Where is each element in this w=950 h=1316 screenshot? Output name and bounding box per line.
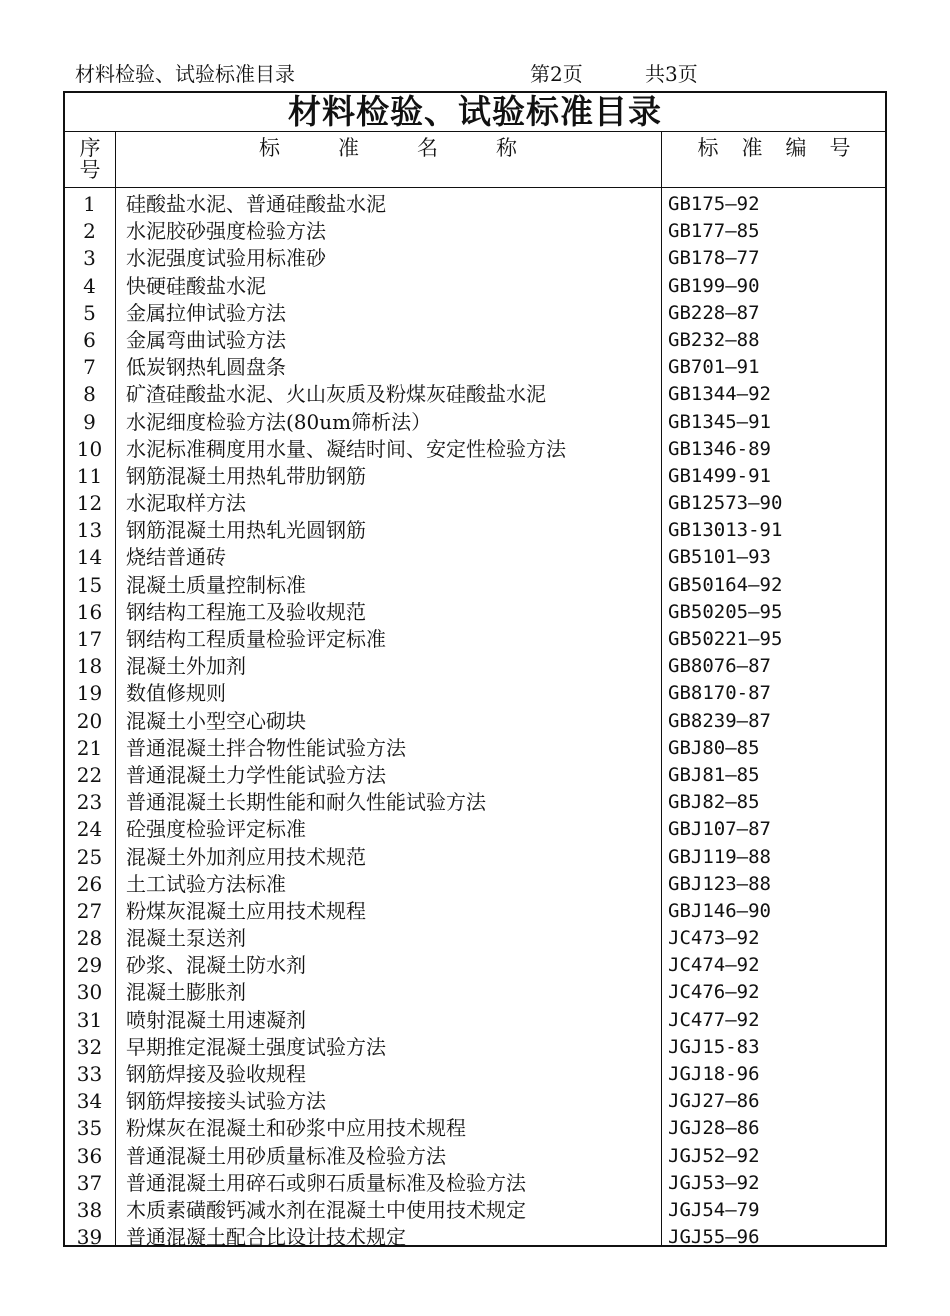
standard-name: 普通混凝土配合比设计技术规定 [126,1225,406,1249]
standard-name: 水泥强度试验用标准砂 [126,246,326,271]
standard-code: GBJ82—85 [668,791,760,814]
standard-code: GB12573—90 [668,492,783,515]
standard-code: GBJ146—90 [668,899,771,922]
row-number: 33 [76,1062,103,1086]
row-number: 4 [83,273,96,298]
table-row [65,490,885,517]
table-row [65,1143,885,1170]
table-body [65,191,885,1249]
standard-name: 快硬硅酸盐水泥 [126,273,266,298]
table-row [65,979,885,1006]
row-number: 37 [76,1170,103,1195]
standard-name: 普通混凝土力学性能试验方法 [126,762,386,787]
table-row [65,816,885,843]
standard-name: 钢筋焊接及验收规程 [126,1062,306,1086]
standard-code: JC474—92 [668,954,760,977]
standard-name: 钢结构工程施工及验收规范 [126,599,366,624]
standard-name: 混凝土外加剂 [126,654,246,679]
row-number: 31 [76,1007,103,1032]
row-number: 5 [83,300,96,325]
standard-name: 水泥标准稠度用水量、凝结时间、安定性检验方法 [126,436,566,461]
standard-name: 钢筋焊接接头试验方法 [126,1089,326,1114]
standard-code: JGJ27—86 [668,1090,760,1113]
row-number: 34 [76,1089,103,1114]
row-number: 28 [76,926,103,951]
standard-code: JC477—92 [668,1008,760,1031]
row-number: 1 [83,192,96,216]
table-row [65,191,885,218]
column-header-seq-line1: 序 [79,136,101,160]
header-divider [63,187,887,188]
standard-name: 砂浆、混凝土防水剂 [126,953,306,978]
row-number: 32 [76,1034,103,1059]
row-number: 10 [76,436,103,461]
standard-name: 水泥细度检验方法(80um筛析法） [126,409,432,434]
row-number: 20 [76,708,103,733]
standard-code: GB228—87 [668,301,760,324]
row-number: 39 [76,1225,103,1249]
standard-code: GBJ107—87 [668,818,771,841]
table-row [65,1061,885,1088]
standard-code: GB50205—95 [668,600,783,623]
standard-code: GB8170-87 [668,682,771,705]
standard-name: 水泥取样方法 [126,491,246,516]
standard-name: 金属拉伸试验方法 [126,300,286,325]
table-row [65,1115,885,1142]
row-number: 9 [83,409,96,434]
table-row [65,409,885,436]
table-row [65,245,885,272]
row-number: 16 [76,599,103,624]
standard-code: GB1346-89 [668,437,771,460]
table-row [65,381,885,408]
row-number: 38 [76,1197,103,1222]
row-number: 29 [76,953,103,978]
table-row [65,327,885,354]
standard-code: GB8076—87 [668,655,771,678]
standard-code: GB1499-91 [668,464,771,487]
page-total: 共3页 [645,62,698,86]
standard-name: 粉煤灰在混凝土和砂浆中应用技术规程 [126,1116,466,1141]
standard-code: GBJ119—88 [668,845,771,868]
table-row [65,300,885,327]
standard-name: 钢筋混凝土用热轧带肋钢筋 [126,463,366,488]
standard-code: GB13013-91 [668,519,783,542]
standard-name: 混凝土外加剂应用技术规范 [126,844,366,869]
row-number: 27 [76,898,103,923]
table-row [65,952,885,979]
standard-name: 数值修规则 [126,681,226,706]
standard-code: JGJ54—79 [668,1198,760,1221]
standard-code: JGJ55—96 [668,1226,760,1249]
standard-name: 混凝土泵送剂 [126,926,246,951]
row-number: 22 [76,762,103,787]
table-row [65,653,885,680]
standard-name: 砼强度检验评定标准 [126,817,306,842]
row-number: 36 [76,1143,103,1168]
row-number: 13 [76,518,103,543]
standard-code: JC476—92 [668,981,760,1004]
standard-name: 喷射混凝土用速凝剂 [126,1007,306,1032]
standard-code: JGJ53—92 [668,1171,760,1194]
standard-name: 早期推定混凝土强度试验方法 [126,1034,386,1059]
row-number: 3 [83,246,96,271]
row-number: 21 [76,735,103,760]
row-number: 26 [76,871,103,896]
page-number: 第2页 [530,62,583,86]
standard-name: 木质素磺酸钙减水剂在混凝土中使用技术规定 [126,1197,526,1222]
column-header-seq-line2: 号 [79,158,101,182]
row-number: 24 [76,817,103,842]
row-number: 6 [83,327,96,352]
table-row [65,1007,885,1034]
table-row [65,1088,885,1115]
table-bottom-rule [63,1245,887,1247]
standard-code: GBJ123—88 [668,872,771,895]
table-row [65,789,885,816]
table-row [65,273,885,300]
standard-code: GBJ80—85 [668,736,760,759]
standard-name: 矿渣硅酸盐水泥、火山灰质及粉煤灰硅酸盐水泥 [126,382,546,407]
table-row [65,544,885,571]
standard-code: GB199—90 [668,274,760,297]
table-row [65,354,885,381]
standard-name: 普通混凝土长期性能和耐久性能试验方法 [126,790,486,815]
row-number: 18 [76,654,103,679]
column-header-seq [66,137,114,181]
standard-name: 混凝土小型空心砌块 [126,708,306,733]
row-number: 2 [83,219,96,244]
standard-code: JGJ52—92 [668,1144,760,1167]
table-row [65,572,885,599]
row-number: 8 [83,382,96,407]
standard-name: 低炭钢热轧圆盘条 [126,355,286,380]
table-row [65,1197,885,1224]
table-row [65,925,885,952]
row-number: 23 [76,790,103,815]
table-row [65,735,885,762]
standard-code: GB178—77 [668,247,760,270]
table-row [65,844,885,871]
row-number: 25 [76,844,103,869]
row-number: 11 [76,463,103,488]
row-number: 35 [76,1116,103,1141]
standard-code: GB701—91 [668,356,760,379]
standard-name: 金属弯曲试验方法 [126,327,286,352]
standard-code: GB1345—91 [668,410,771,433]
standard-code: JC473—92 [668,927,760,950]
standard-name: 普通混凝土拌合物性能试验方法 [126,735,406,760]
standard-code: GBJ81—85 [668,763,760,786]
standard-code: GB175—92 [668,193,760,215]
table-row [65,517,885,544]
row-number: 19 [76,681,103,706]
doc-title: 材料检验、试验标准目录 [75,62,295,86]
row-number: 14 [76,545,103,570]
table-row [65,871,885,898]
standard-code: JGJ18-96 [668,1063,760,1085]
standard-code: GB50221—95 [668,628,783,650]
row-number: 7 [83,355,96,380]
standard-code: GB5101—93 [668,546,771,569]
page-header [75,60,875,88]
table-row [65,1034,885,1061]
standard-code: JGJ15-83 [668,1035,760,1058]
standard-name: 粉煤灰混凝土应用技术规程 [126,898,366,923]
row-number: 17 [76,627,103,651]
standard-name: 土工试验方法标准 [126,871,286,896]
table-row [65,762,885,789]
table-row [65,1170,885,1197]
table-row [65,898,885,925]
table-row [65,680,885,707]
standard-name: 普通混凝土用碎石或卵石质量标准及检验方法 [126,1170,526,1195]
standard-name: 钢筋混凝土用热轧光圆钢筋 [126,518,366,543]
standard-name: 混凝土质量控制标准 [126,572,306,597]
column-header-code: 标准编号 [697,136,874,160]
row-number: 12 [76,491,103,516]
standard-code: GB232—88 [668,328,760,351]
column-header-name: 标准名称 [259,136,575,160]
standard-code: GB177—85 [668,220,760,243]
standard-name: 水泥胶砂强度检验方法 [126,219,326,244]
standard-name: 钢结构工程质量检验评定标准 [126,627,386,651]
row-number: 30 [76,980,103,1005]
table-row [65,436,885,463]
standard-code: GB1344—92 [668,383,771,406]
table-row [65,463,885,490]
standard-code: GB50164—92 [668,573,783,596]
row-number: 15 [76,572,103,597]
standard-name: 混凝土膨胀剂 [126,980,246,1005]
table-title: 材料检验、试验标准目录 [288,92,662,131]
table-row [65,218,885,245]
standard-name: 普通混凝土用砂质量标准及检验方法 [126,1143,446,1168]
title-divider [63,131,887,132]
table-row [65,708,885,735]
standard-name: 硅酸盐水泥、普通硅酸盐水泥 [126,192,386,216]
standard-code: GB8239—87 [668,709,771,732]
table-row [65,599,885,626]
table-row [65,626,885,653]
standard-code: JGJ28—86 [668,1117,760,1140]
standard-name: 烧结普通砖 [126,545,226,570]
